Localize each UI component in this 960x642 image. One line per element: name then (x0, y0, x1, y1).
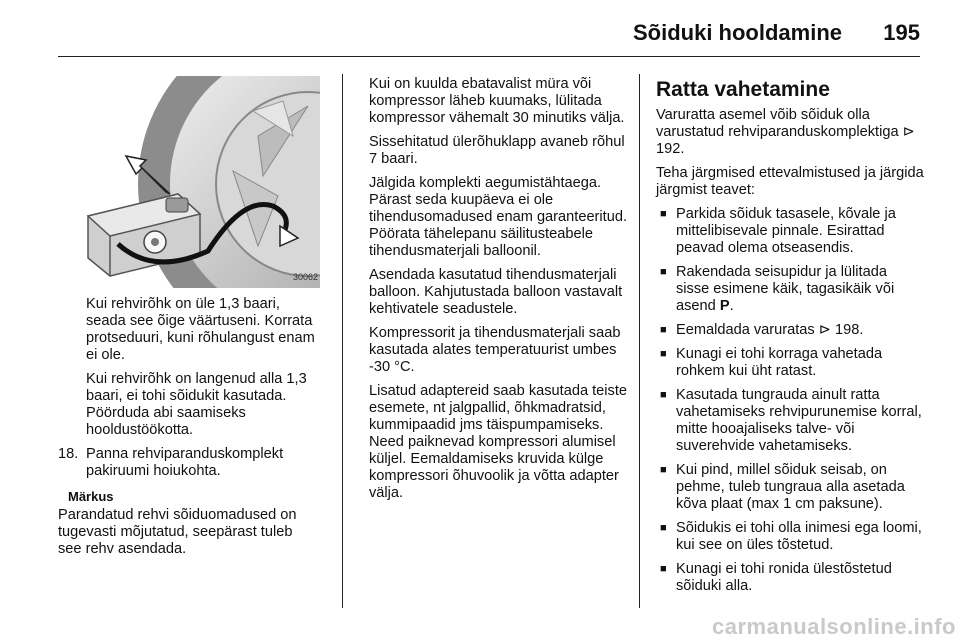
column-3 (656, 76, 924, 602)
section-heading: Ratta vahetamine (656, 78, 830, 101)
list-item (58, 446, 320, 480)
watermark: carmanualsonline.info (712, 614, 956, 639)
bullet-text: Kunagi ei tohi korraga vahetada rohkem kui üht ratast. (676, 346, 883, 379)
item-number: 18. (58, 446, 79, 462)
bullet-square-icon: ■ (660, 266, 667, 278)
bullet-text-end: . (729, 298, 734, 314)
bullet-square-icon: ■ (660, 464, 667, 476)
bullet-square-icon: ■ (660, 522, 667, 534)
list-item (656, 322, 924, 339)
bullet-text: Kasutada tungrauda ainult ratta vahetamiseks rehvipurunemise korral, mitte hooajaliseks talve- või suverehvide vahetamiseks. (676, 387, 922, 454)
paragraph: Asendada kasutatud tihendusmaterjali balloon. Kahjutustada balloon vastavalt kehtivatele seadustele. (369, 267, 623, 317)
bullet-text: Kui pind, millel sõiduk seisab, on pehme, tuleb tungraua alla asetada kõva plaat (max 1 cm paksune). (676, 462, 905, 512)
bullet-square-icon: ■ (660, 348, 667, 360)
compressor-illustration (58, 76, 320, 288)
list-item (656, 206, 924, 257)
bullet-text: Sõidukis ei tohi olla inimesi ega loomi, kui see on üles tõstetud. (676, 520, 922, 553)
column-1 (58, 76, 320, 565)
column-divider-1 (342, 74, 343, 608)
list-item (656, 346, 924, 380)
bullet-text: Kunagi ei tohi ronida ülestõstetud sõiduki alla. (676, 561, 892, 594)
item-text: Panna rehviparanduskomplekt pakiruumi hoiukohta. (86, 446, 284, 479)
list-item (656, 264, 924, 315)
paragraph: Teha järgmised ettevalmistused ja järgida järgmist teavet: (656, 165, 924, 198)
bullet-text: Eemaldada varuratas ⊳ 198. (676, 322, 864, 338)
header-rule (58, 56, 920, 57)
paragraph: Kompressorit ja tihendusmaterjali saab kasutada alates temperatuurist umbes -30 °C. (369, 325, 621, 375)
bullet-square-icon: ■ (660, 208, 667, 220)
note-title: Märkus (68, 489, 114, 504)
bullet-text (676, 264, 924, 315)
section-title: Sõiduki hooldamine (632, 20, 842, 45)
page-number: 195 (883, 20, 920, 45)
paragraph: Kui rehvirõhk on langenud alla 1,3 baari, ei tohi sõidukit kasutada. Pöörduda abi saamiseks hooldustöökotta. (86, 371, 307, 438)
bullet-square-icon: ■ (660, 389, 667, 401)
page-header (0, 0, 960, 58)
note-text: Parandatud rehvi sõiduomadused on tugevasti mõjutatud, seepärast tuleb see rehv asendada. (58, 507, 297, 557)
gear-position-p: P (719, 298, 730, 314)
paragraph: Lisatud adaptereid saab kasutada teiste esemete, nt jalgpallid, õhkmadratsid, kummipaadid jms täispumpamiseks. Need paiknevad kompressori alumisel küljel. Eemaldamiseks kruvida külge kompressori õhuvoolik ja võtta adapter välja. (369, 383, 628, 501)
column-2 (369, 76, 627, 509)
paragraph: Varuratta asemel võib sõiduk olla varustatud rehviparanduskomplektiga ⊳ 192. (656, 107, 915, 157)
bullet-text-main: Rakendada seisupidur ja lülitada sisse esimene käik, tagasikäik või asend (676, 264, 895, 314)
bullet-square-icon: ■ (660, 324, 667, 336)
list-item (656, 462, 924, 513)
paragraph: Kui on kuulda ebatavalist müra või kompressor läheb kuumaks, lülitada kompressor vähemalt 30 minutiks välja. (369, 76, 625, 126)
column-divider-2 (639, 74, 640, 608)
paragraph: Jälgida komplekti aegumistähtaega. Pärast seda kuupäeva ei ole tihendusomadused enam garanteeritud. Pöörata tähelepanu säilitusteabele tihendusmaterjali balloonil. (369, 175, 627, 259)
bullet-text: Parkida sõiduk tasasele, kõvale ja mittelibisevale pinnale. Esirattad peavad olema otseasendis. (676, 206, 896, 256)
list-item (656, 561, 924, 595)
paragraph: Kui rehvirõhk on üle 1,3 baari, seada see õige väärtuseni. Korrata protseduuri, kuni rõhulangust enam ei ole. (86, 296, 315, 363)
paragraph: Sissehitatud ülerõhuklapp avaneb rõhul 7 baari. (369, 134, 625, 167)
list-item (656, 387, 924, 455)
list-item (656, 520, 924, 554)
bullet-square-icon: ■ (660, 563, 667, 575)
figure-number: 30062 (292, 272, 318, 282)
